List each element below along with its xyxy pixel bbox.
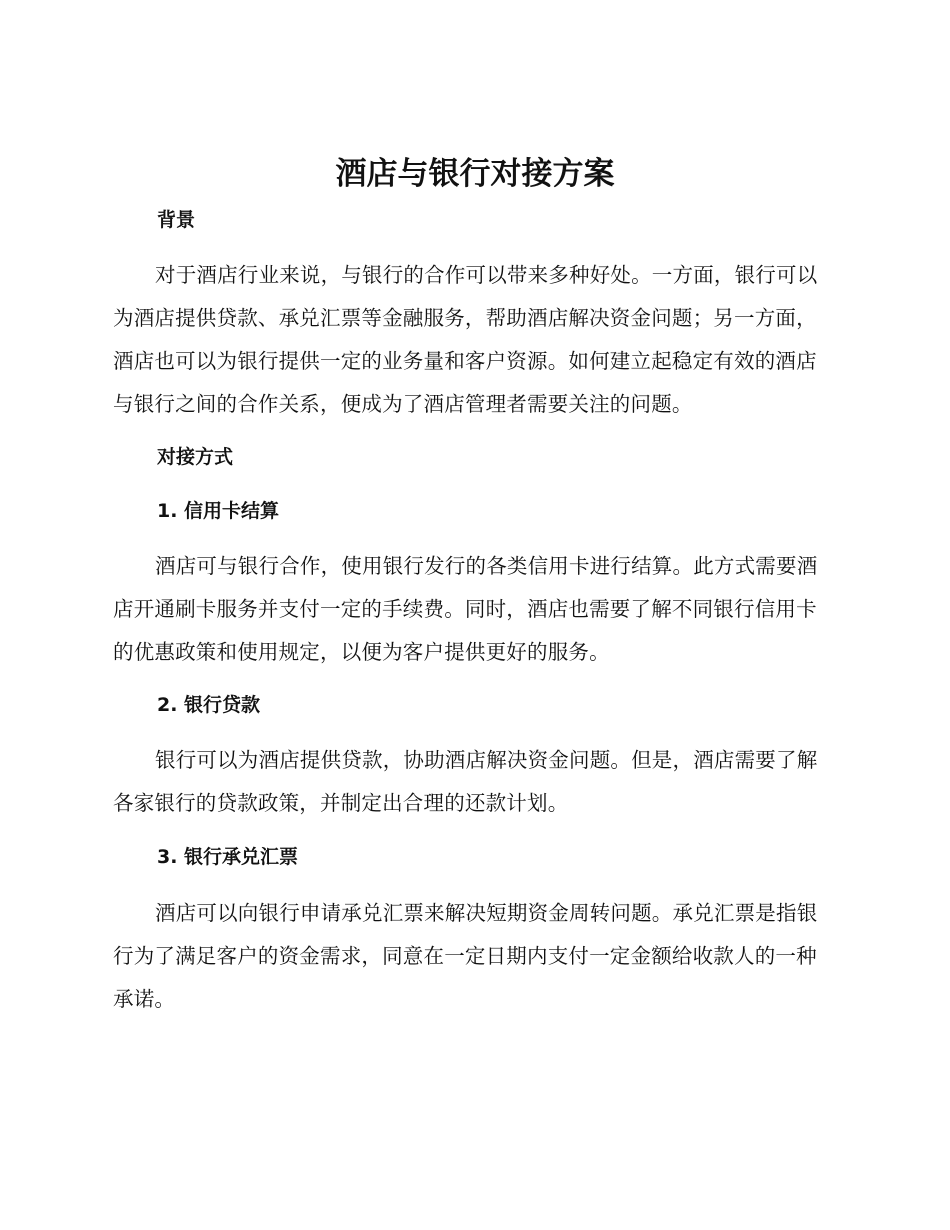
- subheading-credit-card: 1. 信用卡结算: [157, 500, 280, 522]
- section-heading-methods: 对接方式: [157, 446, 234, 468]
- subheading-bank-loan: 2. 银行贷款: [157, 694, 261, 716]
- subheading-bank-acceptance: 3. 银行承兑汇票: [157, 846, 299, 868]
- paragraph-credit-card: 酒店可与银行合作，使用银行发行的各类信用卡进行结算。此方式需要酒店开通刷卡服务并支付一定的手续费。同时，酒店也需要了解不同银行信用卡的优惠政策和使用规定，以便为客户提供更好的服务。: [113, 554, 818, 664]
- section-heading-background: 背景: [157, 209, 196, 231]
- paragraph-bank-acceptance: 酒店可以向银行申请承兑汇票来解决短期资金周转问题。承兑汇票是指银行为了满足客户的资金需求，同意在一定日期内支付一定金额给收款人的一种承诺。: [113, 901, 818, 1011]
- paragraph-background: 对于酒店行业来说，与银行的合作可以带来多种好处。一方面，银行可以为酒店提供贷款、承兑汇票等金融服务，帮助酒店解决资金问题；另一方面，酒店也可以为银行提供一定的业务量和客户资源。如何建立起稳定有效的酒店与银行之间的合作关系，便成为了酒店管理者需要关注的问题。: [113, 263, 818, 416]
- document-title: 酒店与银行对接方案: [335, 156, 615, 192]
- paragraph-bank-loan: 银行可以为酒店提供贷款，协助酒店解决资金问题。但是，酒店需要了解各家银行的贷款政策，并制定出合理的还款计划。: [113, 748, 818, 815]
